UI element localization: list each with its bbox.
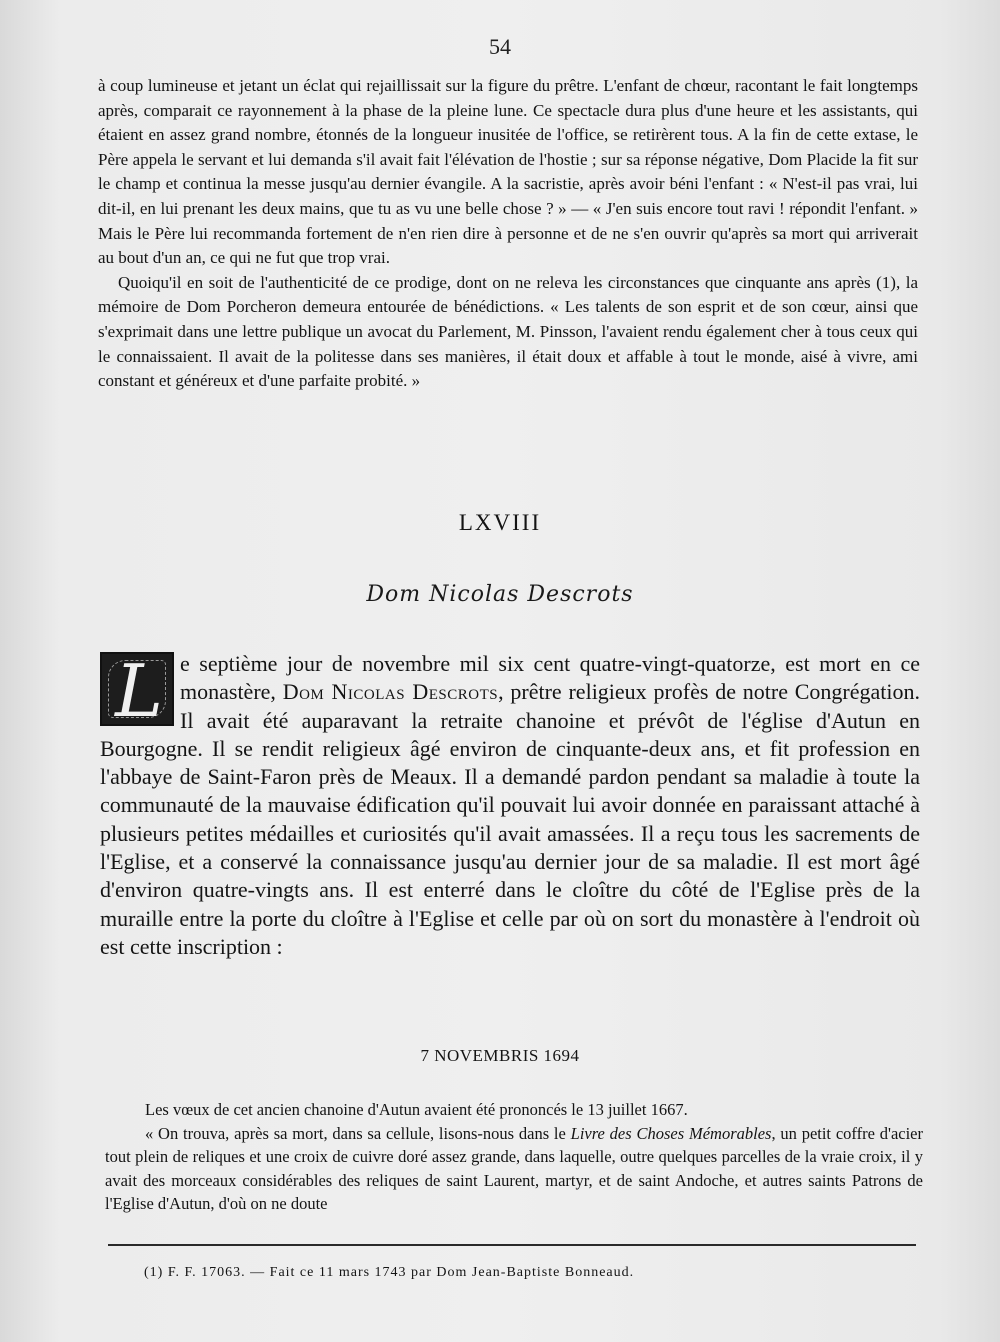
drop-cap-letter: L xyxy=(115,652,163,726)
paragraph: Les vœux de cet ancien chanoine d'Autun avaient été prononcés le 13 juillet 1667. xyxy=(145,1100,688,1119)
body-text-start: e septième jour de novembre mil six cent quatre-vingt-quatorze, est mort en ce monastère, xyxy=(180,651,920,705)
book-title: Livre des Choses Mémorables xyxy=(570,1123,772,1143)
tomb-inscription: 7 NOVEMBRIS 1694 xyxy=(420,1046,580,1065)
monk-name: Dom Nicolas Descrots xyxy=(282,679,499,705)
paragraph: à coup lumineuse et jetant un éclat qui rejaillissait sur la figure du prêtre. L'enfant de chœur, racontant le fait longtemps après, comparait ce rayonnement à la phase de la pleine lune. Ce spectacle dura plus d'une heure et les assistants, qui étaient en assez grand nombre, étonnés de la longueur inusitée de l'office, se retirèrent tous. A la fin de cette extase, le Père appela le servant et lui demanda s'il avait fait l'élévation de l'hostie ; sur sa réponse négative, Dom Placide la fit sur le champ et continua la messe jusqu'au dernier évangile. A la sacristie, après avoir béni l'enfant : « N'est-il pas vrai, lui dit-il, en lui prenant les deux mains, que tu as vu une belle chose ? » — « J'en suis encore tout ravi ! répondit l'enfant. » Mais le Père lui recommanda fortement de n'en rien dire à personne et de ne s'en ouvrir qu'après sa mort qui arriverait au bout d'un an, ce qui ne fut que trop vrai. xyxy=(98,76,918,268)
continued-text xyxy=(98,74,918,394)
page-number: 54 xyxy=(489,34,511,59)
paragraph: « On trouva, après sa mort, dans sa cellule, lisons-nous dans le Livre des Choses Mémorables, un petit coffre d'acier tout plein de reliques et une croix de cuivre doré assez grande, dans laquelle, outre quelques parcelles de la vraie croix, il y avait des morceaux considérables des reliques de saint Laurent, martyr, et de saint Andoche, et autres saints Patrons de l'Eglise d'Autun, d'où on ne doute xyxy=(105,1123,923,1214)
chapter-title: Dom Nicolas Descrots xyxy=(366,582,634,607)
footnote-divider xyxy=(108,1244,916,1246)
chapter-body xyxy=(100,650,920,961)
paragraph: Quoiqu'il en soit de l'authenticité de ce prodige, dont on ne releva les circonstances que cinquante ans après (1), la mémoire de Dom Porcheron demeura entourée de bénédictions. « Les talents de son esprit et de son cœur, ainsi que s'exprimait dans une lettre publique un avocat du Parlement, M. Pinsson, l'avaient rendu également cher à tous ceux qui le connaissaient. Il avait de la politesse dans ses manières, il était doux et affable à tout le monde, aisé à vivre, ami constant et généreux et d'une parfaite probité. » xyxy=(98,272,918,391)
footnote: (1) F. F. 17063. — Fait ce 11 mars 1743 par Dom Jean-Baptiste Bonneaud. xyxy=(144,1265,635,1280)
chapter-number: LXVIII xyxy=(458,510,542,535)
notes-text xyxy=(105,1098,923,1216)
body-text-rest: , prêtre religieux profès de notre Congrégation. Il avait été auparavant la retraite chanoine et prévôt de l'église d'Autun en Bourgogne. Il se rendit religieux âgé environ de cinquante-deux ans, et fit profession en l'abbaye de Saint-Faron près de Meaux. Il a demandé pardon pendant sa maladie à toute la communauté de la mauvaise édification qu'il pouvait lui avoir donnée en paraissant attaché à plusieurs petites médailles et curiosités qu'il avait amassées. Il a reçu tous les sacrements de l'Eglise, et a conservé la connaissance jusqu'au dernier jour de sa maladie. Il est mort âgé d'environ quatre-vingts ans. Il est enterré dans le cloître du côté de l'Eglise près de la muraille entre la porte du cloître à l'Eglise et celle par où on sort du monastère à l'endroit où est cette inscription : xyxy=(100,679,921,959)
